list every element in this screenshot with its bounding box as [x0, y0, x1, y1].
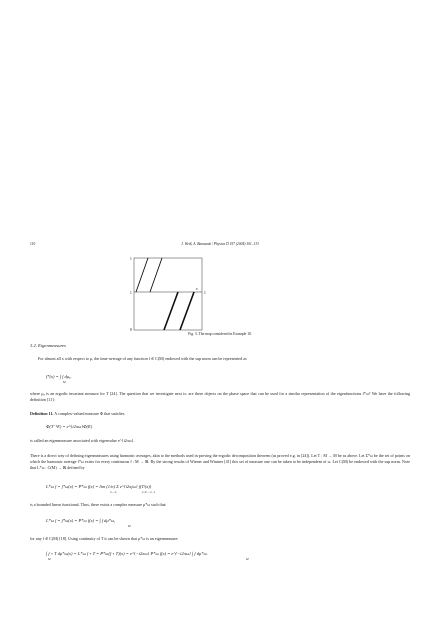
label-bottom-left: 0 [130, 328, 132, 332]
equation-1 [46, 374, 72, 384]
label-mid-left: 1 [130, 291, 132, 295]
equation-5 [46, 551, 249, 561]
definition-label: Definition 11. [30, 411, 54, 416]
paragraph-2: where μₓ is an ergodic invariant measure for T [24]. The question that we investigate next is: are there objects on the phase space that can be used for a similar representation of the eigenfunctions f*ω? We have the following definition [11]: [30, 391, 410, 403]
equation-1-subscript: M [63, 380, 66, 384]
equation-4 [46, 518, 131, 528]
map-branch-3 [164, 292, 178, 330]
equation-3-sum-range: j=0 … n−1 [142, 490, 156, 494]
map-branch-2 [150, 258, 162, 292]
paragraph-1: For almost all x with respect to μ, the time-average of any function f ∈ C(M) endowed with the sup norm can be represented as [38, 356, 247, 361]
paragraph-6: for any f ∈ C(M) [18]. Using continuity of T it can be shown that μ*ω is an eigenmeasure: [30, 536, 179, 541]
paragraph-4: There is a direct way of defining eigenmeasures using harmonic averages, akin to the methods used in proving the ergodic decomposition theorem (as proved e.g. in [24]). Let T : M → M be as above. Let Σ*ω be the set of points on which the harmonic average f*ω exists for every continuous f : M → ℝ. By the strong results of Wiener and Wintner [41] this set of measure one can be taken to be independent of ω. Let C(M) be endowed with the sup norm. Note that L*ω : C(M) → ℝ defined by [30, 453, 410, 471]
paragraph-3: is called an eigenmeasure associated with eigenvalue e^{i2πω}. [30, 438, 135, 443]
equation-5-subscript-2: M [246, 557, 249, 561]
equation-3 [46, 484, 156, 494]
definition-text: A complex-valued measure Φ that satisfies [54, 411, 125, 416]
equation-3-body: L*ω f = f*ω(x) = P*ω f(x) = lim (1/n) Σ e^{i2πjω} f(Tʲ(x)) [46, 484, 152, 489]
definition-11 [30, 411, 410, 417]
map-branch-4 [180, 292, 194, 330]
equation-3-limit: n→∞ [110, 490, 117, 494]
label-mid-right: 1 [204, 291, 206, 295]
section-heading: 3.2. Eigenmeasures [30, 343, 66, 348]
figure-caption: Fig. 3. The map considered in Example 10. [188, 332, 252, 336]
running-head: J. Weiß, A. Banaszuk / Physica D 197 (2004) 101–133 [181, 242, 259, 246]
equation-4-body: L*ω f = f*ω(x) = P*ω f(x) = ∫ f dμ*ω, [46, 518, 116, 523]
equation-5-body: ∫ f ∘ T dμ*ω(x) = L*ω f ∘ T = P*ω(f ∘ T)(x) = e^{−i2πω} P*ω f(x) = e^{−i2πω} ∫ f dμ*ω. [46, 551, 208, 556]
equation-4-subscript: M [128, 524, 131, 528]
paragraph-5: is a bounded linear functional. Thus, there exists a complex measure μ*ω such that [30, 502, 166, 507]
page-number: 110 [30, 242, 36, 246]
label-x-mark: x [196, 287, 198, 291]
equation-2: Φ(T⁻¹E) = e^{i2πω}Φ(E) [46, 424, 93, 429]
map-branch-1 [136, 258, 148, 292]
label-top-left: 1 [130, 257, 132, 261]
running-header [30, 242, 410, 252]
equation-5-subscript-1: M [48, 557, 51, 561]
map-figure [122, 254, 322, 332]
equation-1-body: f*(x) = ∫ f dμₓ, [46, 374, 72, 379]
